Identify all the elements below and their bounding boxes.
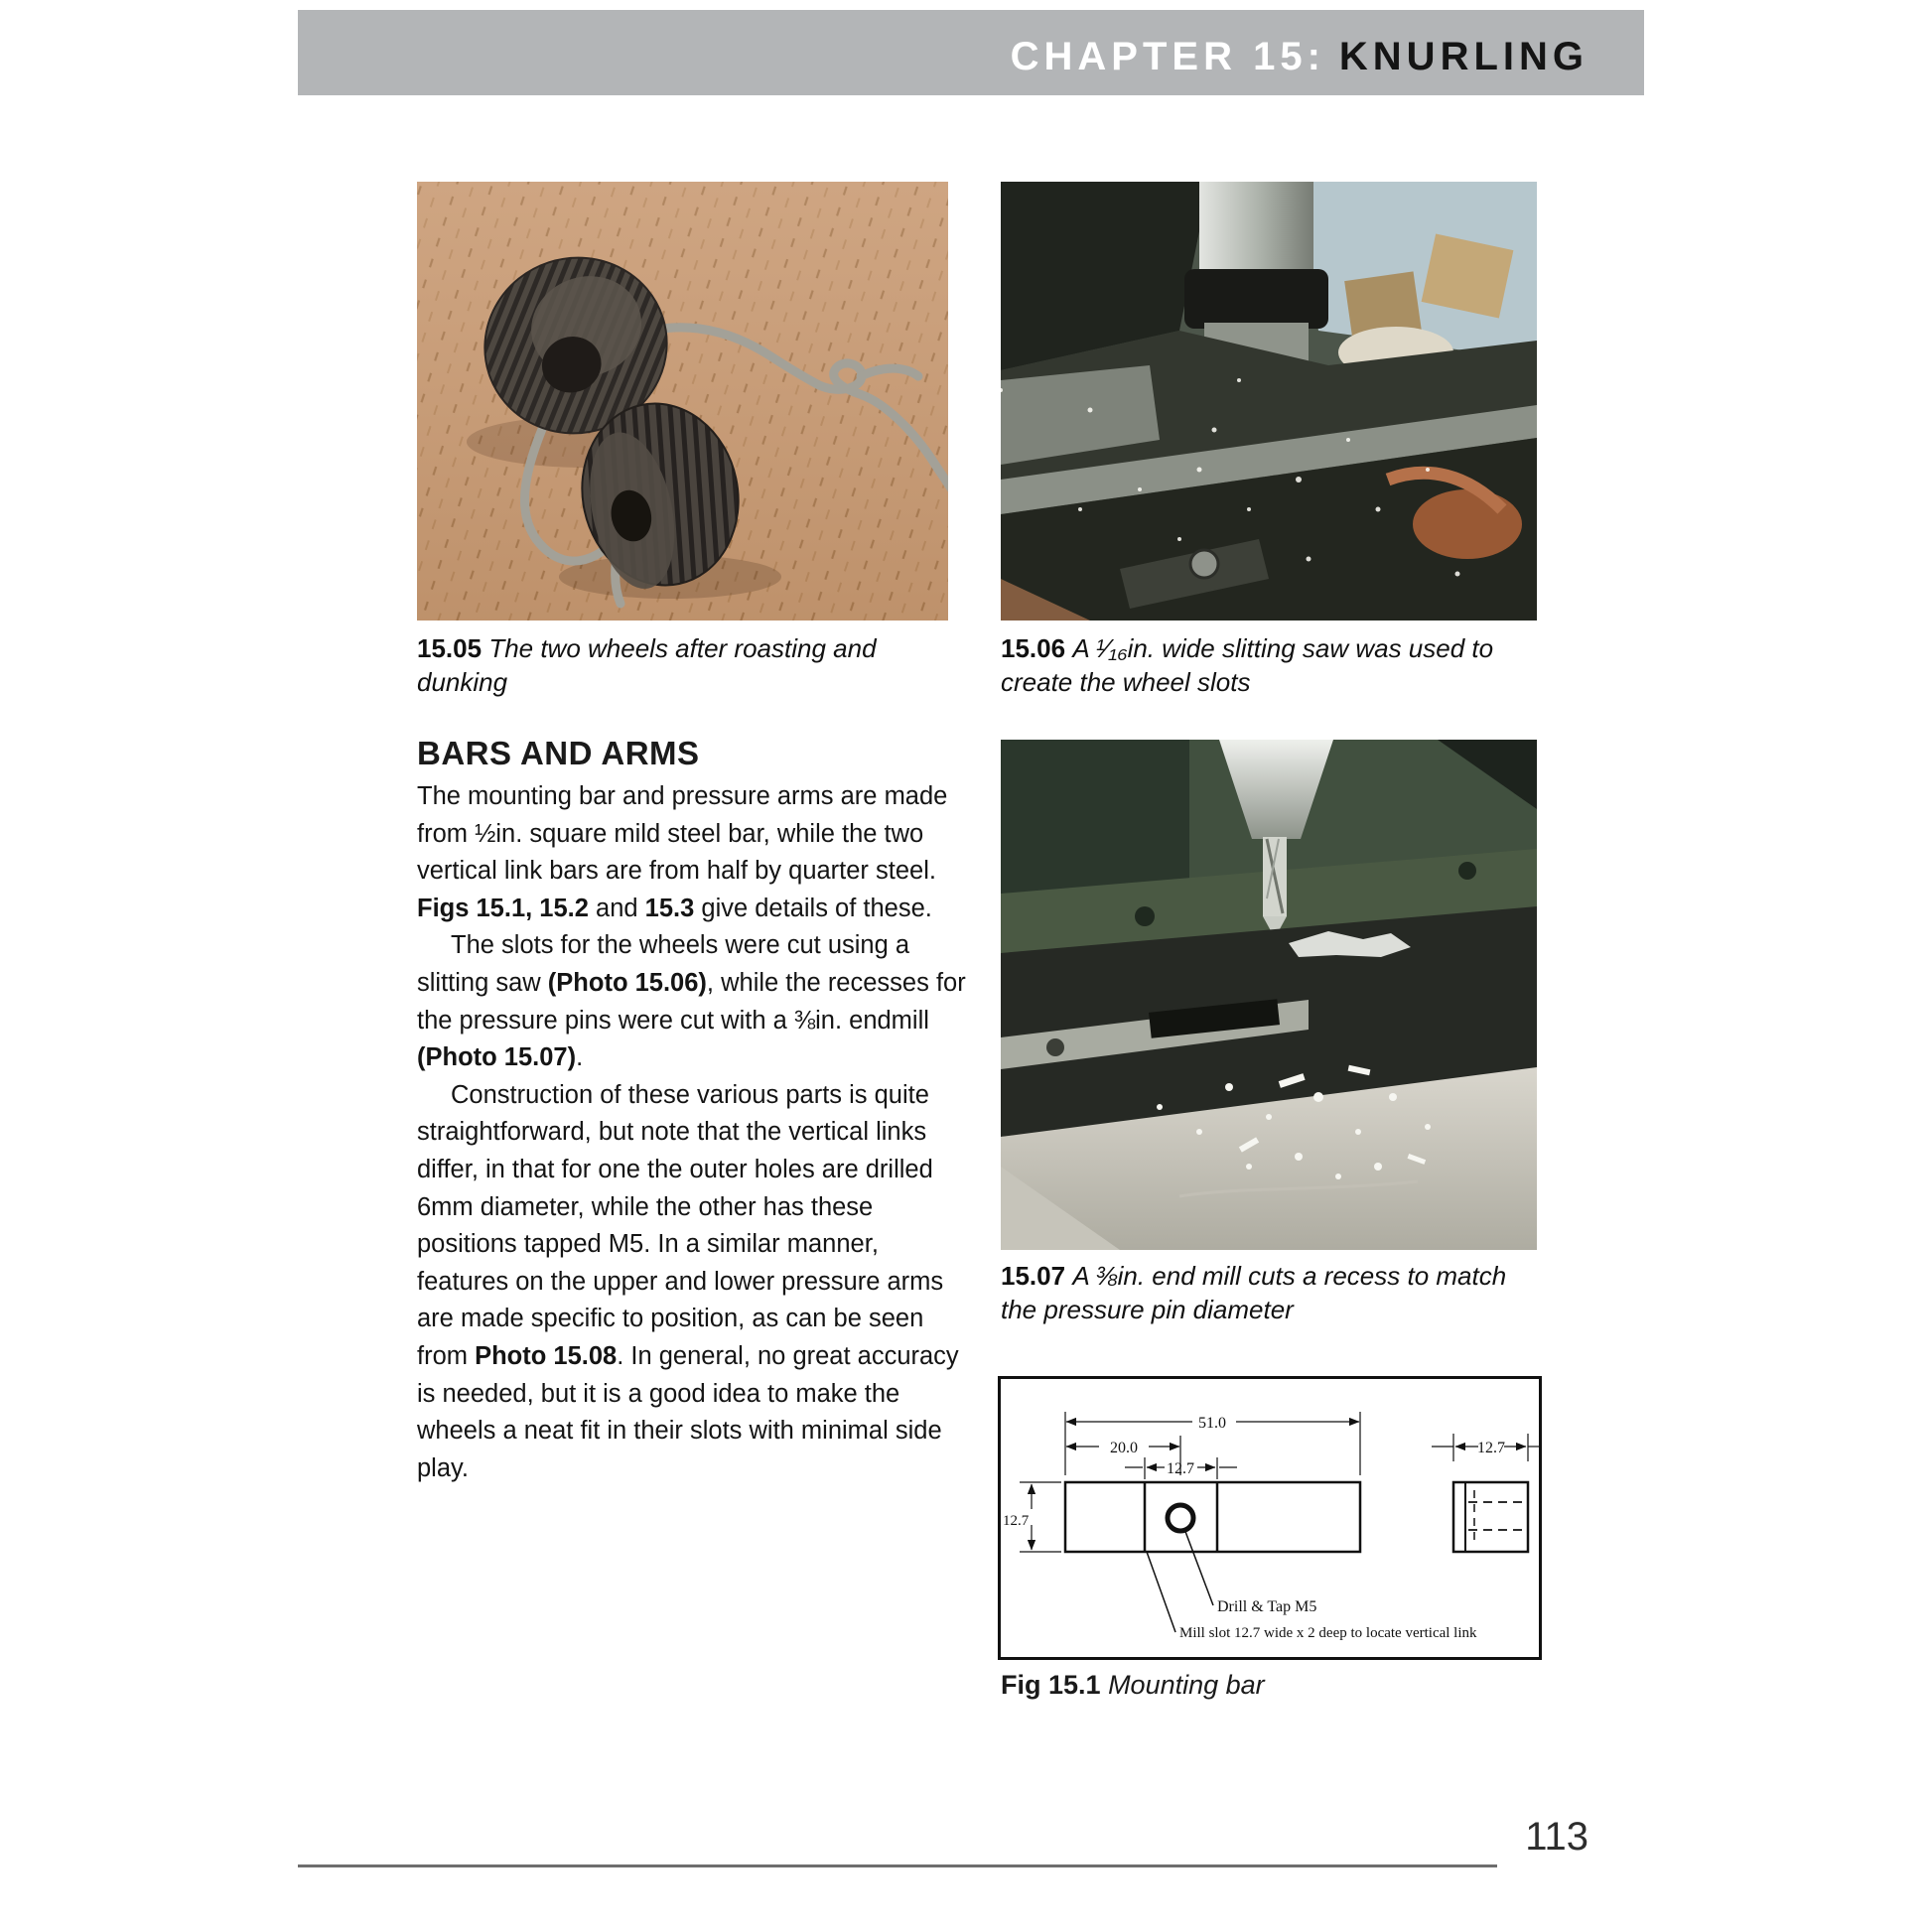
figure-caption	[1001, 1670, 1265, 1701]
chapter-header-title	[1011, 35, 1588, 79]
dim-height-label: 12.7	[1003, 1513, 1030, 1529]
dim-length-label: 51.0	[1198, 1415, 1226, 1432]
side-view	[1453, 1482, 1528, 1552]
caption-number: 15.05	[417, 633, 483, 663]
bar-outline	[1065, 1482, 1360, 1552]
caption-number: 15.06	[1001, 633, 1066, 663]
caption-text: A ⅜in. end mill cuts a recess to match the pressure pin diameter	[1001, 1261, 1507, 1324]
photo-15-05-art	[417, 182, 948, 621]
dim-offset-label: 20.0	[1110, 1440, 1138, 1456]
mounting-bar-drawing	[998, 1376, 1542, 1660]
caption-15-06	[1001, 631, 1542, 699]
footer-rule	[298, 1864, 1497, 1867]
caption-15-07	[1001, 1259, 1542, 1326]
dim-slot-label: 12.7	[1167, 1460, 1194, 1477]
page-number: 113	[1525, 1815, 1588, 1859]
drill-tap-note: Drill & Tap M5	[1217, 1598, 1317, 1615]
photo-15-07-art	[1001, 740, 1537, 1250]
chapter-number: CHAPTER 15:	[1010, 35, 1325, 78]
caption-text: A ¹⁄₁₆in. wide slitting saw was used to create the wheel slots	[1001, 633, 1494, 697]
photo-15-06-art	[1001, 182, 1537, 621]
figure-15-1	[998, 1376, 1542, 1660]
caption-number: 15.07	[1001, 1261, 1066, 1291]
photo-15-07	[1001, 740, 1537, 1250]
tapped-hole	[1168, 1505, 1193, 1531]
dim-side-label: 12.7	[1477, 1440, 1505, 1456]
chapter-title: KNURLING	[1338, 35, 1588, 78]
body-paragraphs: The mounting bar and pressure arms are made from ½in. square mild steel bar, while the two vertical link bars are from half by quarter steel. Figs 15.1, 15.2 and 15.3 give details of these. The slots for the wheels were cut using a slitting saw (Photo 15.06), while the recesses for the pressure pins were cut with a ⅜in. endmill (Photo 15.07). Construction of these various parts is quite straightforward, but note that the vertical links differ, in that for one the outer holes are drilled 6mm diameter, while the other has these positions tapped M5. In a similar manner, features on the upper and lower pressure arms are made specific to position, as can be seen from Photo 15.08. In general, no great accuracy is needed, but it is a good idea to make the wheels a neat fit in their slots with minimal side play.	[417, 782, 966, 1482]
caption-15-05	[417, 631, 958, 699]
figure-caption-text: Mounting bar	[1108, 1670, 1265, 1700]
arbor-chuck	[1184, 269, 1328, 329]
caption-text: The two wheels after roasting and dunking	[417, 633, 877, 697]
mill-slot-note: Mill slot 12.7 wide x 2 deep to locate vertical link	[1179, 1625, 1477, 1641]
photo-15-05	[417, 182, 948, 621]
photo-15-06	[1001, 182, 1537, 621]
figure-caption-number: Fig 15.1	[1001, 1670, 1101, 1700]
chapter-header-bar	[298, 10, 1644, 95]
section-heading: BARS AND ARMS	[417, 735, 700, 771]
